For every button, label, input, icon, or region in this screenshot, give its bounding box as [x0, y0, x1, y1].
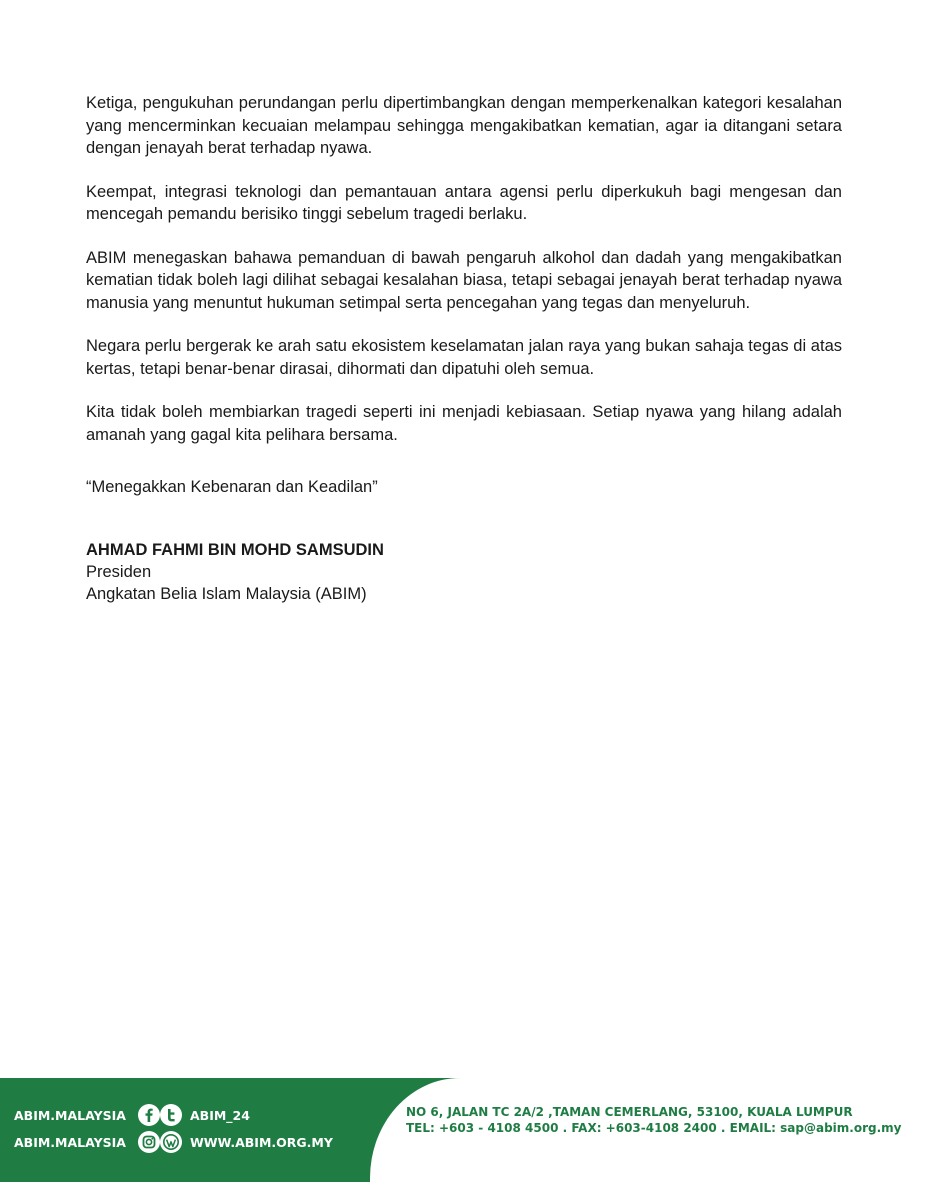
social-row-2	[14, 1131, 364, 1155]
instagram-handle[interactable]: ABIM.MALAYSIA	[14, 1135, 126, 1150]
website-link[interactable]: WWW.ABIM.ORG.MY	[190, 1135, 333, 1150]
signature-block	[86, 539, 842, 605]
twitter-handle[interactable]: ABIM_24	[190, 1108, 250, 1123]
footer-social	[14, 1104, 364, 1164]
paragraph-closing: Kita tidak boleh membiarkan tragedi seperti ini menjadi kebiasaan. Setiap nyawa yang hilang adalah amanah yang gagal kita pelihara bersama.	[86, 403, 842, 444]
paragraph-ecosystem: Negara perlu bergerak ke arah satu ekosistem keselamatan jalan raya yang bukan sahaja tegas di atas kertas, tetapi benar-benar dirasai, dihormati dan dipatuhi oleh semua.	[86, 337, 842, 378]
wordpress-icon[interactable]	[160, 1131, 182, 1153]
motto: “Menegakkan Kebenaran dan Keadilan”	[86, 478, 378, 496]
paragraph-ketiga: Ketiga, pengukuhan perundangan perlu dipertimbangkan dengan memperkenalkan kategori kesalahan yang mencerminkan kecuaian melampau sehingga mengakibatkan kematian, agar ia ditangani setara dengan jenayah berat terhadap nyawa.	[86, 94, 842, 157]
paragraph-abim-stance: ABIM menegaskan bahawa pemanduan di bawah pengaruh alkohol dan dadah yang mengakibatkan kematian tidak boleh lagi dilihat sebagai kesalahan biasa, tetapi sebagai jenayah berat terhadap nyawa manusia yang menuntut hukuman setimpal serta pencegahan yang tegas dan menyeluruh.	[86, 248, 842, 312]
instagram-icon[interactable]	[138, 1131, 160, 1153]
twitter-icon[interactable]	[160, 1104, 182, 1126]
footer-contact: TEL: +603 - 4108 4500 . FAX: +603-4108 2400 . EMAIL: sap@abim.org.my	[406, 1121, 902, 1135]
social-row-1	[14, 1104, 364, 1128]
letter-body	[86, 92, 842, 605]
footer-address: NO 6, JALAN TC 2A/2 ,TAMAN CEMERLANG, 53100, KUALA LUMPUR	[406, 1105, 853, 1119]
facebook-icon[interactable]	[138, 1104, 160, 1126]
paragraph-keempat: Keempat, integrasi teknologi dan pemantauan antara agensi perlu diperkukuh bagi mengesan dan mencegah pemandu berisiko tinggi sebelum tragedi berlaku.	[86, 182, 842, 223]
signatory-organization: Angkatan Belia Islam Malaysia (ABIM)	[86, 584, 367, 603]
signatory-name: AHMAD FAHMI BIN MOHD SAMSUDIN	[86, 540, 384, 559]
signatory-title: Presiden	[86, 562, 152, 581]
facebook-handle[interactable]: ABIM.MALAYSIA	[14, 1108, 126, 1123]
footer-contact-info	[406, 1104, 906, 1136]
